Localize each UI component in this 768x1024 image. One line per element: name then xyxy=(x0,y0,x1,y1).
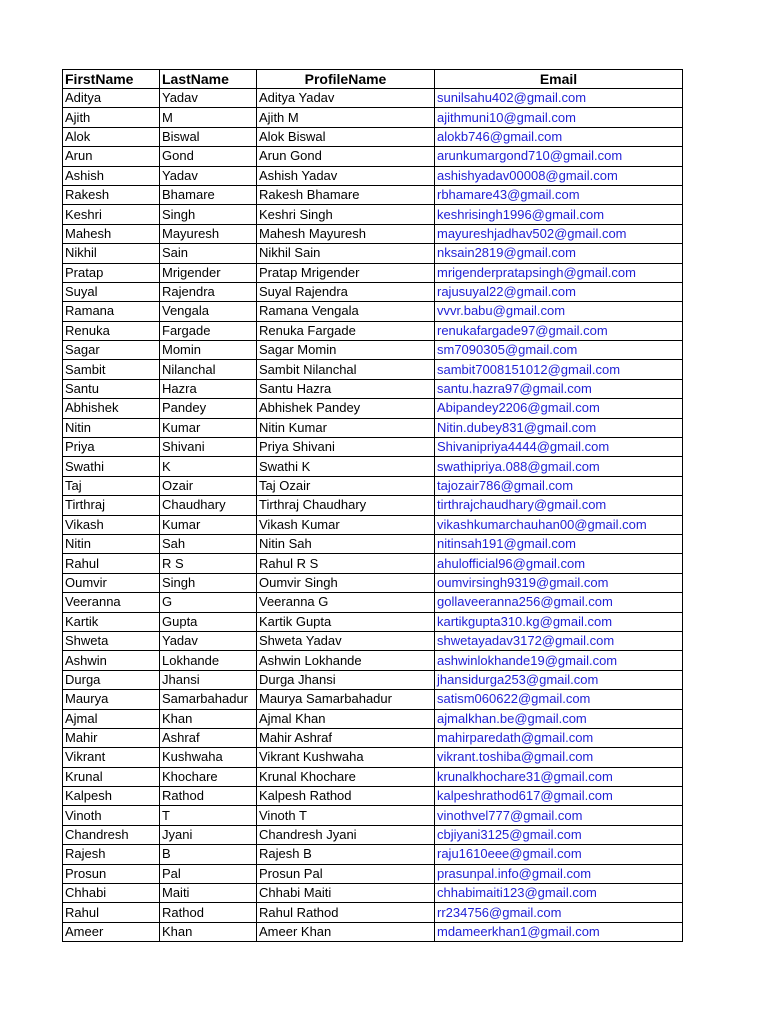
cell-profile-name: Swathi K xyxy=(257,457,435,476)
cell-last-name: Momin xyxy=(160,341,257,360)
cell-last-name: Singh xyxy=(160,573,257,592)
header-last-name: LastName xyxy=(160,70,257,89)
cell-last-name: Lokhande xyxy=(160,651,257,670)
cell-first-name: Keshri xyxy=(63,205,160,224)
cell-first-name: Alok xyxy=(63,127,160,146)
cell-first-name: Pratap xyxy=(63,263,160,282)
cell-first-name: Taj xyxy=(63,476,160,495)
table-row xyxy=(63,205,683,224)
table-row xyxy=(63,922,683,941)
contacts-table xyxy=(62,69,683,942)
cell-first-name: Swathi xyxy=(63,457,160,476)
cell-last-name: Khan xyxy=(160,709,257,728)
cell-email: nitinsah191@gmail.com xyxy=(435,534,683,553)
cell-last-name: Pal xyxy=(160,864,257,883)
cell-profile-name: Pratap Mrigender xyxy=(257,263,435,282)
cell-first-name: Durga xyxy=(63,670,160,689)
header-first-name: FirstName xyxy=(63,70,160,89)
cell-first-name: Arun xyxy=(63,147,160,166)
cell-email: shwetayadav3172@gmail.com xyxy=(435,631,683,650)
cell-first-name: Mahesh xyxy=(63,224,160,243)
cell-profile-name: Santu Hazra xyxy=(257,379,435,398)
cell-last-name: Khan xyxy=(160,922,257,941)
cell-first-name: Shweta xyxy=(63,631,160,650)
cell-last-name: Mrigender xyxy=(160,263,257,282)
cell-last-name: Singh xyxy=(160,205,257,224)
cell-first-name: Prosun xyxy=(63,864,160,883)
cell-profile-name: Mahir Ashraf xyxy=(257,728,435,747)
cell-first-name: Priya xyxy=(63,438,160,457)
cell-last-name: T xyxy=(160,806,257,825)
cell-email: Nitin.dubey831@gmail.com xyxy=(435,418,683,437)
cell-profile-name: Kalpesh Rathod xyxy=(257,787,435,806)
cell-first-name: Rahul xyxy=(63,903,160,922)
cell-email: rajusuyal22@gmail.com xyxy=(435,282,683,301)
cell-profile-name: Aditya Yadav xyxy=(257,89,435,108)
cell-email: raju1610eee@gmail.com xyxy=(435,845,683,864)
cell-email: prasunpal.info@gmail.com xyxy=(435,864,683,883)
header-row xyxy=(63,70,683,89)
cell-last-name: Fargade xyxy=(160,321,257,340)
cell-profile-name: Kartik Gupta xyxy=(257,612,435,631)
cell-first-name: Mahir xyxy=(63,728,160,747)
cell-email: cbjiyani3125@gmail.com xyxy=(435,825,683,844)
cell-email: ajmalkhan.be@gmail.com xyxy=(435,709,683,728)
table-row xyxy=(63,147,683,166)
table-row xyxy=(63,825,683,844)
cell-first-name: Renuka xyxy=(63,321,160,340)
cell-profile-name: Rahul R S xyxy=(257,554,435,573)
cell-profile-name: Vikash Kumar xyxy=(257,515,435,534)
table-row xyxy=(63,360,683,379)
cell-email: sm7090305@gmail.com xyxy=(435,341,683,360)
header-profile-name: ProfileName xyxy=(257,70,435,89)
cell-email: satism060622@gmail.com xyxy=(435,690,683,709)
table-row xyxy=(63,263,683,282)
table-row xyxy=(63,709,683,728)
cell-email: krunalkhochare31@gmail.com xyxy=(435,767,683,786)
cell-first-name: Ajith xyxy=(63,108,160,127)
cell-first-name: Suyal xyxy=(63,282,160,301)
cell-last-name: Kumar xyxy=(160,418,257,437)
table-row xyxy=(63,631,683,650)
cell-profile-name: Taj Ozair xyxy=(257,476,435,495)
cell-email: vinothvel777@gmail.com xyxy=(435,806,683,825)
cell-profile-name: Ramana Vengala xyxy=(257,302,435,321)
cell-profile-name: Alok Biswal xyxy=(257,127,435,146)
cell-email: mrigenderpratapsingh@gmail.com xyxy=(435,263,683,282)
cell-email: ashwinlokhande19@gmail.com xyxy=(435,651,683,670)
cell-profile-name: Suyal Rajendra xyxy=(257,282,435,301)
cell-first-name: Nitin xyxy=(63,418,160,437)
cell-first-name: Chandresh xyxy=(63,825,160,844)
header-email: Email xyxy=(435,70,683,89)
cell-last-name: Rathod xyxy=(160,903,257,922)
table-row xyxy=(63,787,683,806)
cell-profile-name: Ashish Yadav xyxy=(257,166,435,185)
cell-first-name: Krunal xyxy=(63,767,160,786)
cell-email: sunilsahu402@gmail.com xyxy=(435,89,683,108)
cell-last-name: Kushwaha xyxy=(160,748,257,767)
cell-last-name: Bhamare xyxy=(160,185,257,204)
table-row xyxy=(63,593,683,612)
cell-email: jhansidurga253@gmail.com xyxy=(435,670,683,689)
table-row xyxy=(63,379,683,398)
cell-profile-name: Renuka Fargade xyxy=(257,321,435,340)
cell-email: keshrisingh1996@gmail.com xyxy=(435,205,683,224)
cell-email: tirthrajchaudhary@gmail.com xyxy=(435,496,683,515)
table-row xyxy=(63,399,683,418)
table-row xyxy=(63,748,683,767)
cell-profile-name: Sagar Momin xyxy=(257,341,435,360)
cell-first-name: Sagar xyxy=(63,341,160,360)
cell-first-name: Ameer xyxy=(63,922,160,941)
cell-profile-name: Nitin Kumar xyxy=(257,418,435,437)
cell-last-name: Jyani xyxy=(160,825,257,844)
cell-first-name: Chhabi xyxy=(63,884,160,903)
cell-first-name: Rajesh xyxy=(63,845,160,864)
cell-email: kalpeshrathod617@gmail.com xyxy=(435,787,683,806)
table-row xyxy=(63,670,683,689)
cell-profile-name: Abhishek Pandey xyxy=(257,399,435,418)
cell-profile-name: Rakesh Bhamare xyxy=(257,185,435,204)
cell-profile-name: Ashwin Lokhande xyxy=(257,651,435,670)
cell-last-name: Hazra xyxy=(160,379,257,398)
cell-first-name: Kalpesh xyxy=(63,787,160,806)
table-row xyxy=(63,728,683,747)
cell-last-name: Pandey xyxy=(160,399,257,418)
table-row xyxy=(63,185,683,204)
cell-profile-name: Arun Gond xyxy=(257,147,435,166)
cell-profile-name: Oumvir Singh xyxy=(257,573,435,592)
cell-email: ashishyadav00008@gmail.com xyxy=(435,166,683,185)
cell-profile-name: Rahul Rathod xyxy=(257,903,435,922)
cell-profile-name: Krunal Khochare xyxy=(257,767,435,786)
table-row xyxy=(63,806,683,825)
cell-last-name: Ashraf xyxy=(160,728,257,747)
cell-last-name: Yadav xyxy=(160,166,257,185)
cell-email: mayureshjadhav502@gmail.com xyxy=(435,224,683,243)
cell-last-name: Kumar xyxy=(160,515,257,534)
table-row xyxy=(63,864,683,883)
cell-last-name: Rathod xyxy=(160,787,257,806)
cell-email: sambit7008151012@gmail.com xyxy=(435,360,683,379)
table-row xyxy=(63,438,683,457)
cell-profile-name: Prosun Pal xyxy=(257,864,435,883)
cell-profile-name: Tirthraj Chaudhary xyxy=(257,496,435,515)
cell-email: ahulofficial96@gmail.com xyxy=(435,554,683,573)
cell-first-name: Tirthraj xyxy=(63,496,160,515)
table-row xyxy=(63,845,683,864)
cell-email: arunkumargond710@gmail.com xyxy=(435,147,683,166)
cell-profile-name: Chandresh Jyani xyxy=(257,825,435,844)
cell-first-name: Maurya xyxy=(63,690,160,709)
cell-email: nksain2819@gmail.com xyxy=(435,244,683,263)
cell-profile-name: Maurya Samarbahadur xyxy=(257,690,435,709)
cell-last-name: Sain xyxy=(160,244,257,263)
table-row xyxy=(63,515,683,534)
cell-profile-name: Ameer Khan xyxy=(257,922,435,941)
table-row xyxy=(63,903,683,922)
cell-profile-name: Mahesh Mayuresh xyxy=(257,224,435,243)
cell-email: oumvirsingh9319@gmail.com xyxy=(435,573,683,592)
cell-profile-name: Chhabi Maiti xyxy=(257,884,435,903)
table-row xyxy=(63,496,683,515)
cell-profile-name: Priya Shivani xyxy=(257,438,435,457)
cell-last-name: Jhansi xyxy=(160,670,257,689)
table-body xyxy=(63,89,683,942)
cell-profile-name: Vinoth T xyxy=(257,806,435,825)
cell-email: kartikgupta310.kg@gmail.com xyxy=(435,612,683,631)
cell-first-name: Abhishek xyxy=(63,399,160,418)
cell-last-name: Nilanchal xyxy=(160,360,257,379)
cell-first-name: Ashwin xyxy=(63,651,160,670)
table-row xyxy=(63,224,683,243)
table-row xyxy=(63,244,683,263)
cell-email: vvvr.babu@gmail.com xyxy=(435,302,683,321)
cell-last-name: G xyxy=(160,593,257,612)
table-row xyxy=(63,127,683,146)
cell-last-name: Yadav xyxy=(160,631,257,650)
cell-last-name: K xyxy=(160,457,257,476)
cell-email: swathipriya.088@gmail.com xyxy=(435,457,683,476)
cell-last-name: Maiti xyxy=(160,884,257,903)
cell-first-name: Ashish xyxy=(63,166,160,185)
cell-last-name: Gond xyxy=(160,147,257,166)
cell-first-name: Santu xyxy=(63,379,160,398)
cell-last-name: R S xyxy=(160,554,257,573)
cell-email: mdameerkhan1@gmail.com xyxy=(435,922,683,941)
cell-email: alokb746@gmail.com xyxy=(435,127,683,146)
cell-email: chhabimaiti123@gmail.com xyxy=(435,884,683,903)
cell-last-name: Chaudhary xyxy=(160,496,257,515)
cell-profile-name: Durga Jhansi xyxy=(257,670,435,689)
table-row xyxy=(63,418,683,437)
cell-profile-name: Nikhil Sain xyxy=(257,244,435,263)
cell-profile-name: Rajesh B xyxy=(257,845,435,864)
cell-first-name: Vikrant xyxy=(63,748,160,767)
cell-first-name: Rahul xyxy=(63,554,160,573)
cell-last-name: Biswal xyxy=(160,127,257,146)
cell-last-name: M xyxy=(160,108,257,127)
table-row xyxy=(63,282,683,301)
cell-profile-name: Veeranna G xyxy=(257,593,435,612)
cell-email: rbhamare43@gmail.com xyxy=(435,185,683,204)
cell-last-name: Rajendra xyxy=(160,282,257,301)
cell-profile-name: Sambit Nilanchal xyxy=(257,360,435,379)
table-row xyxy=(63,554,683,573)
table-row xyxy=(63,302,683,321)
table-row xyxy=(63,476,683,495)
table-row xyxy=(63,573,683,592)
cell-email: rr234756@gmail.com xyxy=(435,903,683,922)
cell-email: gollaveeranna256@gmail.com xyxy=(435,593,683,612)
cell-email: vikashkumarchauhan00@gmail.com xyxy=(435,515,683,534)
cell-profile-name: Nitin Sah xyxy=(257,534,435,553)
cell-first-name: Ajmal xyxy=(63,709,160,728)
cell-last-name: B xyxy=(160,845,257,864)
cell-profile-name: Vikrant Kushwaha xyxy=(257,748,435,767)
table-row xyxy=(63,651,683,670)
table-row xyxy=(63,341,683,360)
cell-email: renukafargade97@gmail.com xyxy=(435,321,683,340)
cell-last-name: Gupta xyxy=(160,612,257,631)
cell-first-name: Sambit xyxy=(63,360,160,379)
cell-profile-name: Shweta Yadav xyxy=(257,631,435,650)
cell-email: Shivanipriya4444@gmail.com xyxy=(435,438,683,457)
table-row xyxy=(63,166,683,185)
table-row xyxy=(63,457,683,476)
table-row xyxy=(63,321,683,340)
cell-first-name: Veeranna xyxy=(63,593,160,612)
cell-first-name: Kartik xyxy=(63,612,160,631)
cell-last-name: Sah xyxy=(160,534,257,553)
cell-first-name: Ramana xyxy=(63,302,160,321)
cell-email: Abipandey2206@gmail.com xyxy=(435,399,683,418)
cell-last-name: Khochare xyxy=(160,767,257,786)
cell-email: santu.hazra97@gmail.com xyxy=(435,379,683,398)
cell-first-name: Oumvir xyxy=(63,573,160,592)
cell-email: tajozair786@gmail.com xyxy=(435,476,683,495)
cell-first-name: Nitin xyxy=(63,534,160,553)
table-row xyxy=(63,89,683,108)
cell-profile-name: Keshri Singh xyxy=(257,205,435,224)
cell-last-name: Vengala xyxy=(160,302,257,321)
cell-last-name: Mayuresh xyxy=(160,224,257,243)
cell-profile-name: Ajith M xyxy=(257,108,435,127)
cell-last-name: Yadav xyxy=(160,89,257,108)
cell-last-name: Shivani xyxy=(160,438,257,457)
table-row xyxy=(63,884,683,903)
cell-last-name: Samarbahadur xyxy=(160,690,257,709)
table-row xyxy=(63,767,683,786)
cell-first-name: Rakesh xyxy=(63,185,160,204)
table-row xyxy=(63,534,683,553)
cell-email: mahirparedath@gmail.com xyxy=(435,728,683,747)
cell-email: ajithmuni10@gmail.com xyxy=(435,108,683,127)
cell-email: vikrant.toshiba@gmail.com xyxy=(435,748,683,767)
table-row xyxy=(63,108,683,127)
cell-first-name: Nikhil xyxy=(63,244,160,263)
cell-first-name: Aditya xyxy=(63,89,160,108)
cell-last-name: Ozair xyxy=(160,476,257,495)
table-row xyxy=(63,690,683,709)
cell-profile-name: Ajmal Khan xyxy=(257,709,435,728)
table-row xyxy=(63,612,683,631)
cell-first-name: Vinoth xyxy=(63,806,160,825)
cell-first-name: Vikash xyxy=(63,515,160,534)
